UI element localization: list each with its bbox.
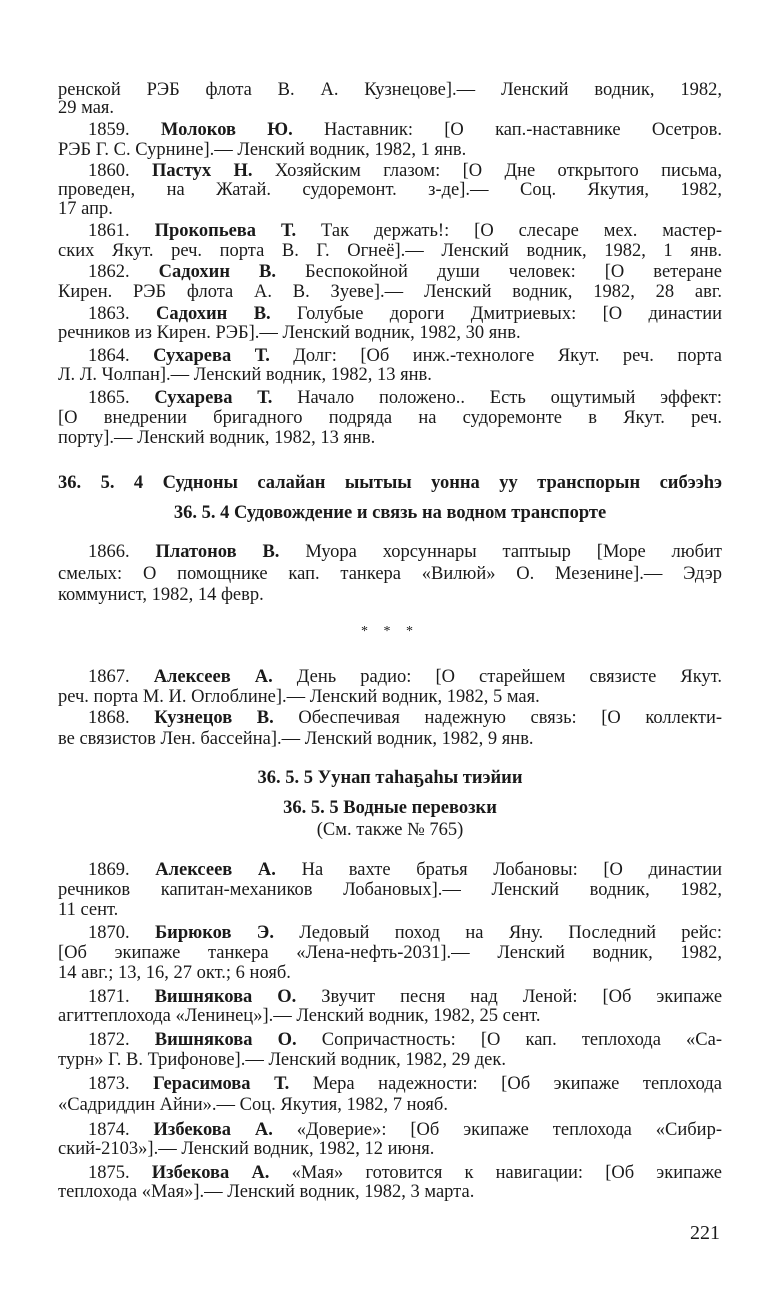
entry-text: агиттеплохода «Ленинец»].— Ленский водник, 1982, 25 сент.	[58, 1006, 541, 1026]
entry-number: 1864.	[88, 346, 130, 366]
entry-author: Избекова А.	[153, 1120, 273, 1140]
entry-author: Вишнякова О.	[154, 987, 297, 1007]
entry-author: Сухарева Т.	[153, 346, 270, 366]
entry-text: порту].— Ленский водник, 1982, 13 янв.	[58, 428, 376, 448]
entry-text: «Садриддин Айни».— Соц. Якутия, 1982, 7 нояб.	[58, 1095, 448, 1115]
entry-text: 11 сент.	[58, 900, 119, 920]
entry-1865	[88, 388, 722, 408]
entry-1868	[88, 708, 722, 728]
entry-text: речников капитан-механиков Лобановых].— Ленский водник, 1982,	[58, 880, 722, 900]
entry-text: Звучит песня над Леной: [Об экипаже	[321, 987, 722, 1007]
entry-1873	[88, 1074, 722, 1094]
entry-number: 1863.	[88, 304, 130, 324]
entry-author: Садохин В.	[156, 304, 271, 324]
entry-1859	[88, 120, 722, 140]
entry-1862	[88, 262, 722, 282]
entry-text: «Мая» готовится к навигации: [Об экипаже	[291, 1163, 722, 1183]
continuation-line: 29 мая.	[58, 98, 115, 118]
entry-text: На вахте братья Лобановы: [О династии	[301, 860, 722, 880]
entry-number: 1859.	[88, 120, 130, 140]
entry-text: Ледовый поход на Яну. Последний рейс:	[299, 923, 722, 943]
entry-1875	[88, 1163, 722, 1183]
entry-number: 1861.	[88, 221, 130, 241]
entry-author: Садохин В.	[158, 262, 276, 282]
entry-number: 1870.	[88, 923, 130, 943]
entry-text: Беспокойной души человек: [О ветеране	[305, 262, 722, 282]
section-separator: * * *	[361, 624, 419, 639]
entry-1866	[88, 542, 722, 562]
entry-text: ский-2103»].— Ленский водник, 1982, 12 июня.	[58, 1139, 435, 1159]
entry-author: Прокопьева Т.	[154, 221, 297, 241]
entry-number: 1873.	[88, 1074, 130, 1094]
entry-author: Бирюков Э.	[154, 923, 274, 943]
entry-text: смелых: О помощнике кап. танкера «Вилюй» О. Мезенине].— Эдэр	[58, 564, 722, 584]
entry-text: Начало положено.. Есть ощутимый эффект:	[297, 388, 722, 408]
entry-text: ских Якут. реч. порта В. Г. Огнеё].— Ленский водник, 1982, 1 янв.	[58, 241, 722, 261]
entry-1864	[88, 346, 722, 366]
entry-text: Муора хорсуннары таптыыр [Море любит	[305, 542, 722, 562]
entry-author: Алексеев А.	[153, 667, 273, 687]
entry-text: реч. порта М. И. Оглоблине].— Ленский водник, 1982, 5 мая.	[58, 687, 540, 707]
entry-author: Герасимова Т.	[153, 1074, 290, 1094]
entry-number: 1872.	[88, 1030, 130, 1050]
entry-text: Голубые дороги Дмитриевых: [О династии	[297, 304, 722, 324]
entry-number: 1862.	[88, 262, 130, 282]
entry-author: Избекова А.	[151, 1163, 270, 1183]
entry-number: 1871.	[88, 987, 130, 1007]
entry-author: Сухарева Т.	[154, 388, 273, 408]
entry-text: Обеспечивая надежную связь: [О коллекти-	[298, 708, 722, 728]
entry-1863	[88, 304, 722, 324]
entry-number: 1874.	[88, 1120, 130, 1140]
entry-text: День радио: [О старейшем связисте Якут.	[296, 667, 722, 687]
entry-text: Так держать!: [О слесаре мех. мастер-	[321, 221, 722, 241]
entry-number: 1868.	[88, 708, 130, 728]
entry-1874	[88, 1120, 722, 1140]
entry-number: 1867.	[88, 667, 130, 687]
entry-number: 1865.	[88, 388, 130, 408]
entry-author: Алексеев А.	[155, 860, 276, 880]
entry-text: Л. Л. Чолпан].— Ленский водник, 1982, 13 янв.	[58, 365, 432, 385]
entry-author: Пастух Н.	[151, 161, 253, 181]
entry-text: [О внедрении бригадного подряда на судоремонте в Якут. реч.	[58, 408, 722, 428]
entry-author: Вишнякова О.	[154, 1030, 297, 1050]
entry-text: 14 авг.; 13, 16, 27 окт.; 6 нояб.	[58, 963, 291, 983]
entry-text: Наставник: [О кап.-наставнике Осетров.	[324, 120, 722, 140]
section-heading-russian: 36. 5. 5 Водные перевозки	[283, 798, 497, 818]
entry-text: коммунист, 1982, 14 февр.	[58, 585, 264, 605]
entry-text: Хозяйским глазом: [О Дне открытого письма,	[274, 161, 722, 181]
entry-text: Долг: [Об инж.-технологе Якут. реч. порта	[293, 346, 722, 366]
entry-text: теплохода «Мая»].— Ленский водник, 1982, 3 марта.	[58, 1182, 475, 1202]
entry-number: 1869.	[88, 860, 130, 880]
entry-text: Мера надежности: [Об экипаже теплохода	[312, 1074, 722, 1094]
entry-number: 1875.	[88, 1163, 130, 1183]
see-also-reference: (См. также № 765)	[316, 820, 464, 840]
entry-1872	[88, 1030, 722, 1050]
entry-1860	[88, 161, 722, 181]
section-heading-sakha: 36. 5. 4 Судноны салайан ыытыы уонна уу транспорын сибээһэ	[58, 473, 722, 493]
entry-number: 1860.	[88, 161, 130, 181]
entry-1871	[88, 987, 722, 1007]
section-heading-sakha: 36. 5. 5 Уунап таһаҕаһы тиэйии	[257, 768, 523, 788]
entry-1870	[88, 923, 722, 943]
entry-1869	[88, 860, 722, 880]
continuation-line: ренской РЭБ флота В. А. Кузнецове].— Ленский водник, 1982,	[58, 80, 722, 100]
entry-text: 17 апр.	[58, 199, 113, 219]
entry-text: Сопричастность: [О кап. теплохода «Са-	[321, 1030, 722, 1050]
entry-text: речников из Кирен. РЭБ].— Ленский водник, 1982, 30 янв.	[58, 323, 521, 343]
entry-text: турн» Г. В. Трифонове].— Ленский водник, 1982, 29 дек.	[58, 1050, 506, 1070]
entry-text: Кирен. РЭБ флота А. В. Зуеве].— Ленский водник, 1982, 28 авг.	[58, 282, 722, 302]
entry-text: [Об экипаже танкера «Лена-нефть-2031].— Ленский водник, 1982,	[58, 943, 722, 963]
entry-text: проведен, на Жатай. судоремонт. з-де].— Соц. Якутия, 1982,	[58, 180, 722, 200]
entry-text: РЭБ Г. С. Сурнине].— Ленский водник, 1982, 1 янв.	[58, 140, 467, 160]
entry-number: 1866.	[88, 542, 130, 562]
entry-author: Молоков Ю.	[160, 120, 293, 140]
entry-1867	[88, 667, 722, 687]
entry-author: Платонов В.	[155, 542, 280, 562]
page-number: 221	[690, 1222, 720, 1244]
section-heading-russian: 36. 5. 4 Судовождение и связь на водном транспорте	[173, 503, 607, 523]
entry-author: Кузнецов В.	[154, 708, 274, 728]
entry-text: ве связистов Лен. бассейна].— Ленский водник, 1982, 9 янв.	[58, 729, 534, 749]
entry-1861	[88, 221, 722, 241]
entry-text: «Доверие»: [Об экипаже теплохода «Сибир-	[296, 1120, 722, 1140]
